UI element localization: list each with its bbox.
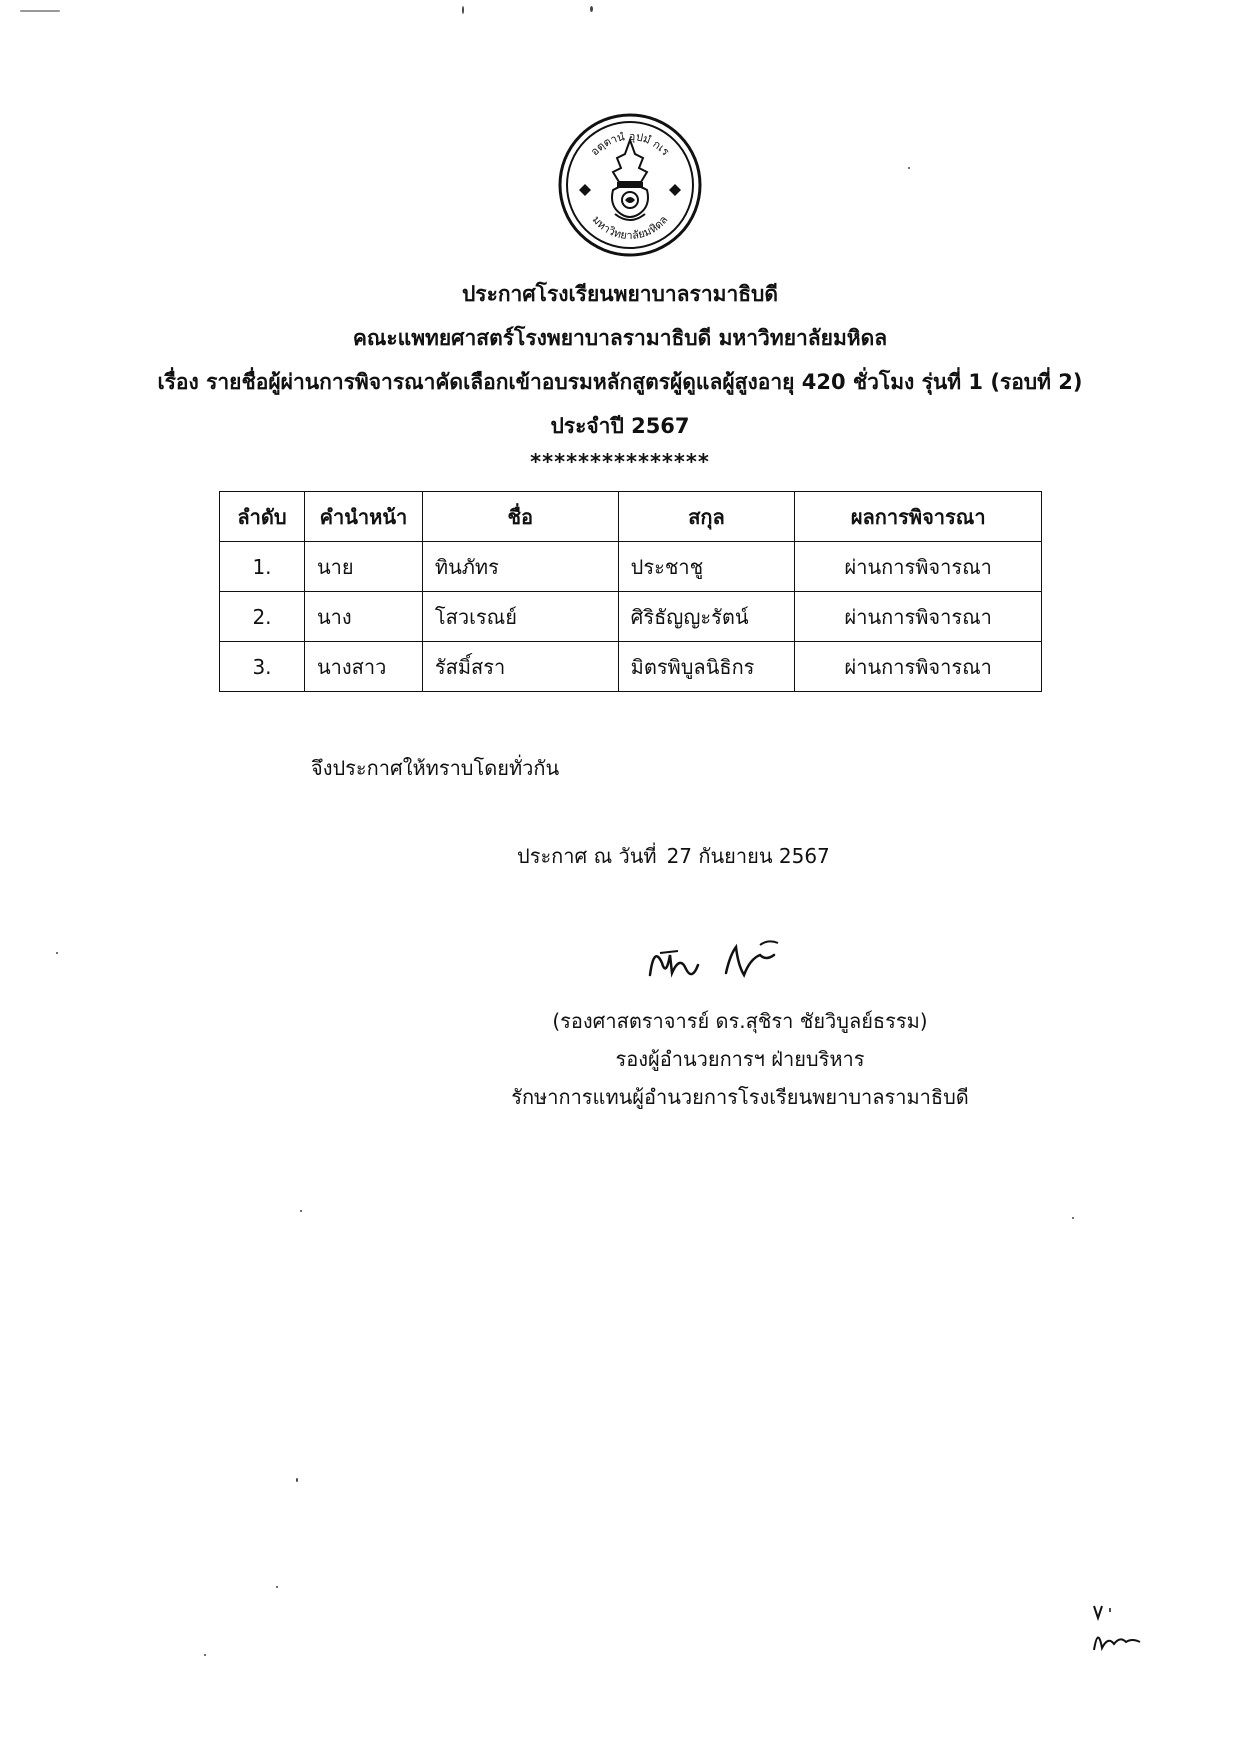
- row-number: 2.: [220, 592, 305, 642]
- row-first-name: โสวเรณย์: [422, 592, 618, 642]
- column-header-last-name: สกุล: [618, 492, 795, 542]
- scan-speck: [296, 1478, 298, 1482]
- row-number: 1.: [220, 542, 305, 592]
- scan-speck: [462, 6, 464, 14]
- scan-speck: [276, 1586, 278, 1588]
- announcement-date: [517, 840, 830, 872]
- signatory-acting-role: รักษาการแทนผู้อำนวยการโรงเรียนพยาบาลรามาธิบดี: [511, 1085, 969, 1109]
- date-prefix: ประกาศ ณ วันที่: [517, 844, 657, 868]
- row-last-name: ศิริธัญญะรัตน์: [618, 592, 795, 642]
- handwritten-initials: [1088, 1600, 1158, 1660]
- scan-speck: [300, 1210, 302, 1212]
- table-row: [220, 642, 1042, 692]
- scan-speck: [204, 1654, 206, 1656]
- scan-speck: [20, 10, 60, 12]
- signatory-position: รองผู้อำนวยการฯ ฝ่ายบริหาร: [615, 1047, 865, 1071]
- signatory-name: (รองศาสตราจารย์ ดร.สุชิรา ชัยวิบูลย์ธรรม): [552, 1009, 928, 1033]
- row-title: นาย: [304, 542, 422, 592]
- scan-speck: [56, 952, 58, 954]
- handwritten-signature: [640, 925, 800, 995]
- scan-speck: [908, 167, 910, 169]
- column-header-title: คำนำหน้า: [304, 492, 422, 542]
- announcement-year: ประจำปี 2567: [550, 414, 690, 438]
- row-first-name: รัสมิ์สรา: [422, 642, 618, 692]
- university-seal: [555, 110, 705, 260]
- row-result: ผ่านการพิจารณา: [795, 642, 1042, 692]
- announcement-issuer: ประกาศโรงเรียนพยาบาลรามาธิบดี: [461, 282, 779, 306]
- row-result: ผ่านการพิจารณา: [795, 542, 1042, 592]
- table-header-row: [220, 492, 1042, 542]
- row-last-name: มิตรพิบูลนิธิกร: [618, 642, 795, 692]
- initials-mark: [1088, 1600, 1158, 1660]
- row-title: นาง: [304, 592, 422, 642]
- table-row: [220, 592, 1042, 642]
- table-row: [220, 542, 1042, 592]
- column-header-result: ผลการพิจารณา: [795, 492, 1042, 542]
- closing-statement: จึงประกาศให้ทราบโดยทั่วกัน: [311, 756, 560, 780]
- column-header-first-name: ชื่อ: [422, 492, 618, 542]
- date-value: 27 กันยายน 2567: [666, 844, 830, 868]
- seal-graphic: [555, 110, 705, 260]
- scan-speck: [1072, 1217, 1074, 1219]
- results-table: [219, 491, 1042, 692]
- seal-bottom-text: มหาวิทยาลัยมหิดล: [589, 213, 671, 243]
- column-header-no: ลำดับ: [220, 492, 305, 542]
- row-last-name: ประชาชู: [618, 542, 795, 592]
- signature: [640, 925, 800, 995]
- row-title: นางสาว: [304, 642, 422, 692]
- row-result: ผ่านการพิจารณา: [795, 592, 1042, 642]
- scan-speck: [590, 6, 593, 12]
- announcement-subject: เรื่อง รายชื่อผู้ผ่านการพิจารณาคัดเลือกเข้าอบรมหลักสูตรผู้ดูแลผู้สูงอายุ 420 ชั่วโมง รุ่นที่ 1 (รอบที่ 2): [157, 370, 1083, 394]
- row-first-name: ทินภัทร: [422, 542, 618, 592]
- faculty-name: คณะแพทยศาสตร์โรงพยาบาลรามาธิบดี มหาวิทยาลัยมหิดล: [352, 326, 888, 350]
- seal-top-text: อตฺตานํ อุปมํ กเร: [588, 129, 672, 159]
- row-number: 3.: [220, 642, 305, 692]
- separator: ***************: [530, 450, 710, 474]
